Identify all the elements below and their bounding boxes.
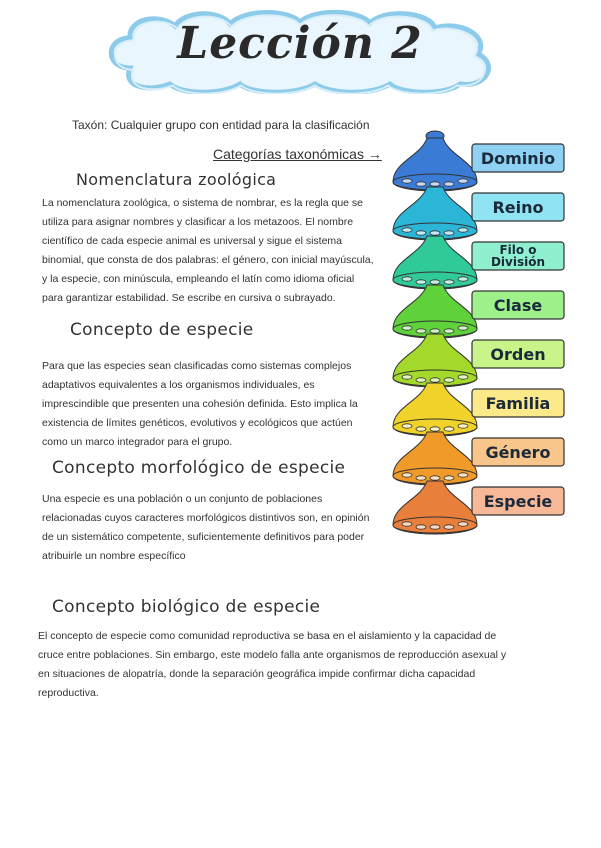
level-label: Orden: [490, 345, 546, 364]
rim-hole: [458, 179, 468, 183]
level-label: Género: [485, 443, 551, 462]
taxonomy-hierarchy-diagram: [390, 128, 570, 540]
rim-hole: [444, 378, 454, 382]
taxonomy-level-6: [393, 383, 564, 436]
rim-hole: [444, 476, 454, 480]
rim-hole: [402, 179, 412, 183]
rim-hole: [416, 525, 426, 529]
rim-hole: [458, 326, 468, 330]
rim-hole: [444, 329, 454, 333]
rim-hole: [416, 476, 426, 480]
heading-nomenclatura: Nomenclatura zoológica: [76, 170, 277, 189]
rim-hole: [430, 182, 440, 186]
level-label: Familia: [485, 394, 551, 413]
level-label: Dominio: [480, 149, 556, 168]
text-concepto-biologico: El concepto de especie como comunidad reproductiva se basa en el aislamiento y la capacidad de cruce entre poblaciones. Sin embargo, este modelo falla ante organismos de reproducción asexual y en situaciones de alopatría, donde la separación geográfica impide confirmar dicha capacidad reproductiva.: [38, 630, 507, 699]
rim-hole: [430, 476, 440, 480]
rim-hole: [430, 525, 440, 529]
taxonomy-level-1: [393, 138, 564, 191]
taxonomy-level-5: [393, 334, 564, 387]
taxonomy-level-8: [393, 481, 564, 534]
rim-hole: [416, 378, 426, 382]
level-label: Clase: [493, 296, 543, 315]
level-label: Reino: [492, 198, 544, 217]
rim-hole: [458, 473, 468, 477]
rim-hole: [430, 280, 440, 284]
rim-hole: [430, 427, 440, 431]
level-label-line1: Filo o: [499, 243, 537, 257]
rim-hole: [444, 182, 454, 186]
rim-hole: [458, 277, 468, 281]
taxonomy-level-2: [393, 187, 564, 240]
taxonomy-level-7: [393, 432, 564, 485]
rim-hole: [402, 228, 412, 232]
heading-concepto-especie: Concepto de especie: [70, 320, 254, 340]
rim-hole: [416, 280, 426, 284]
rim-hole: [402, 375, 412, 379]
text-concepto-especie: Para que las especies sean clasificadas como sistemas complejos adaptativos equivalentes a los organismos individuales, es imprescindible que presenten una cohesión definida. Esto implica la existencia de límites genéticos, evolutivos y ecológicos que actúen como un marco integrador para el grupo.: [42, 360, 358, 448]
rim-hole: [444, 231, 454, 235]
rim-hole: [402, 522, 412, 526]
categorias-taxonomicas-link[interactable]: Categorías taxonómicas →: [213, 146, 382, 162]
heading-concepto-biologico: Concepto biológico de especie: [52, 597, 321, 617]
rim-hole: [458, 228, 468, 232]
rim-hole: [458, 522, 468, 526]
rim-hole: [402, 326, 412, 330]
rim-hole: [416, 231, 426, 235]
rim-hole: [430, 378, 440, 382]
level-label: Especie: [483, 492, 553, 511]
taxonomy-level-3: [393, 236, 564, 289]
rim-hole: [430, 329, 440, 333]
rim-hole: [458, 424, 468, 428]
taxonomy-level-4: [393, 285, 564, 338]
text-concepto-morfologico: Una especie es una población o un conjunto de poblaciones relacionadas cuyos caracteres morfológicos distintivos son, en opinión de un sistemático competente, suficientemente definitivos para poder atribuirle un nombre específico: [42, 493, 370, 562]
text-nomenclatura: La nomenclatura zoológica, o sistema de nombrar, es la regla que se utiliza para asignar nombres y clasificar a los metazoos. El nombre científico de cada especie animal es universal y sigue el sistema binomial, que consta de dos palabras: el género, con inicial mayúscula, y la especie, con minúscula, empleando el latín como idioma oficial para garantizar estabilidad. Se escribe en cursiva o subrayado.: [42, 197, 374, 304]
taxon-definition: Taxón: Cualquier grupo con entidad para la clasificación: [72, 118, 370, 132]
rim-hole: [402, 277, 412, 281]
level-label-line2: División: [490, 255, 546, 269]
rim-hole: [416, 329, 426, 333]
rim-hole: [430, 231, 440, 235]
rim-hole: [444, 427, 454, 431]
rim-hole: [444, 280, 454, 284]
heading-concepto-morfologico: Concepto morfológico de especie: [52, 458, 346, 478]
page-title: Lección 2: [177, 18, 423, 69]
rim-hole: [444, 525, 454, 529]
rim-hole: [458, 375, 468, 379]
rim-hole: [416, 427, 426, 431]
rim-hole: [416, 182, 426, 186]
rim-hole: [402, 473, 412, 477]
rim-hole: [402, 424, 412, 428]
